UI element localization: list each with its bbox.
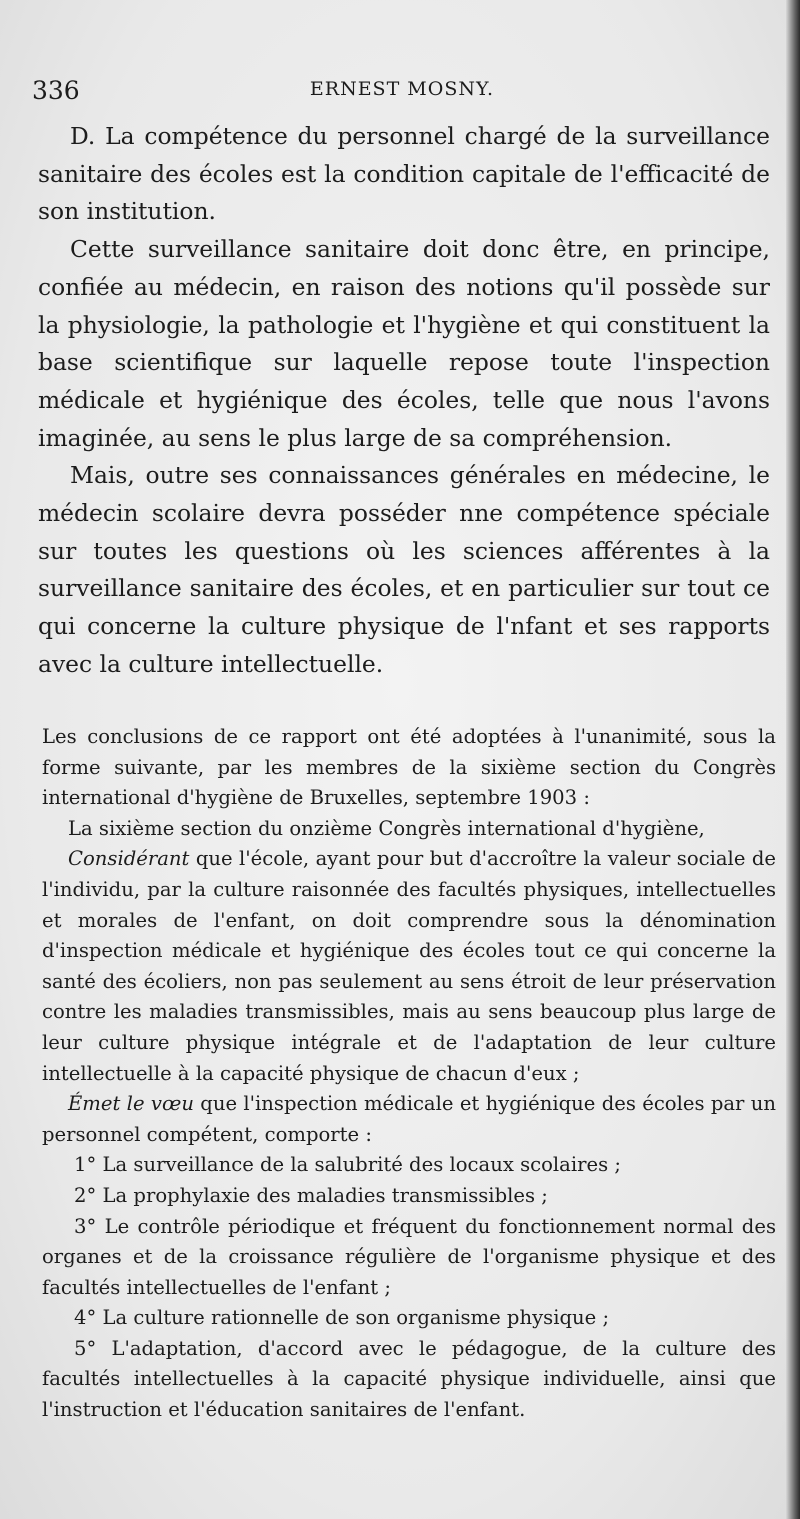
page-header <box>32 76 772 110</box>
running-head: ERNEST MOSNY. <box>309 78 495 100</box>
main-text <box>38 118 770 684</box>
page-number: 336 <box>32 76 80 105</box>
considerant-lead: Considérant <box>68 847 190 871</box>
conclusions-text <box>42 722 776 1426</box>
book-spine-shadow <box>786 0 800 1519</box>
resolution-opening: La sixième section du onzième Congrès international d'hygiène, <box>68 816 705 840</box>
list-item: 4° La culture rationnelle de son organisme physique ; <box>74 1306 610 1330</box>
list-item: 1° La surveillance de la salubrité des locaux scolaires ; <box>74 1153 621 1177</box>
paragraph: D. La compétence du personnel chargé de la surveillance sanitaire des écoles est la condition capitale de l'efficacité de son institution. <box>38 122 770 226</box>
considerant-paragraph <box>42 844 776 1089</box>
list-item: 3° Le contrôle périodique et fréquent du fonctionnement normal des organes et de la croissance régulière de l'organisme physique et des facultés intellectuelles de l'enfant ; <box>42 1214 776 1299</box>
paragraph: Mais, outre ses connaissances générales en médecine, le médecin scolaire devra posséder nne compétence spéciale sur toutes les questions où les sciences afférentes à la surveillance sanitaire des écoles, et en particulier sur tout ce qui concerne la culture physique de l'nfant et ses rapports avec la culture intellectuelle. <box>38 461 770 678</box>
emet-lead: Émet le vœu <box>68 1092 194 1116</box>
conclusions-intro: Les conclusions de ce rapport ont été adoptées à l'unanimité, sous la forme suivante, par les membres de la sixième section du Congrès international d'hygiène de Bruxelles, septembre 1903 : <box>42 725 776 810</box>
emet-paragraph <box>42 1089 776 1150</box>
list-item: 2° La prophylaxie des maladies transmissibles ; <box>74 1183 548 1207</box>
emet-text: que l'inspection médicale et hygiénique des écoles par un personnel compétent, comporte : <box>42 1092 776 1146</box>
considerant-text: que l'école, ayant pour but d'accroître la valeur sociale de l'individu, par la culture raisonnée des facultés physiques, intellectuelles et morales de l'enfant, on doit comprendre sous la dénomination d'inspection médicale et hygiénique des écoles tout ce qui concerne la santé des écoliers, non pas seulement au sens étroit de leur préservation contre les maladies transmissibles, mais au sens beaucoup plus large de leur culture physique intégrale et de l'adaptation de leur culture intellectuelle à la capacité physique de chacun d'eux ; <box>42 847 776 1085</box>
paragraph: Cette surveillance sanitaire doit donc être, en principe, confiée au médecin, en raison des notions qu'il possède sur la physiologie, la pathologie et l'hygiène et qui constituent la base scientifique sur laquelle repose toute l'inspection médicale et hygiénique des écoles, telle que nous l'avons imaginée, au sens le plus large de sa compréhension. <box>38 235 770 452</box>
list-item: 5° L'adaptation, d'accord avec le pédagogue, de la culture des facultés intellectuelles à la capacité physique individuelle, ainsi que l'instruction et l'éducation sanitaires de l'enfant. <box>42 1336 776 1422</box>
